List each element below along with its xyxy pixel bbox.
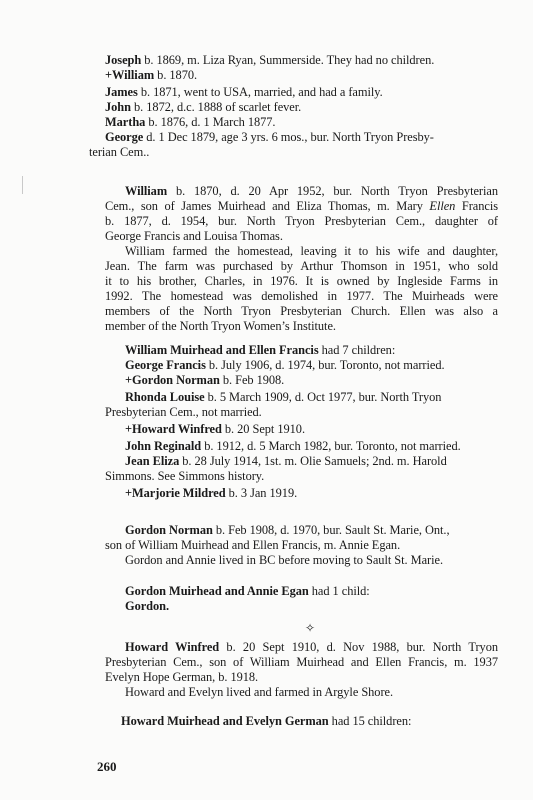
child-gordon-norman: +Gordon Norman b. Feb 1908. xyxy=(125,373,285,387)
section-divider-ornament: ✧ xyxy=(305,621,316,635)
gordon-annie-heading: Gordon Muirhead and Annie Egan had 1 child: xyxy=(125,584,370,598)
william-biography xyxy=(105,184,498,334)
william-farm-line-3: it to his brother, Charles, in 1976. It is owned by Ingleside Farms in xyxy=(105,274,498,288)
entry-george-cont: terian Cem.. xyxy=(89,145,150,159)
child-jean-eliza: Jean Eliza b. 28 July 1914, 1st. m. Olie Samuels; 2nd. m. Harold xyxy=(125,454,447,468)
william-farm-line-1: William farmed the homestead, leaving it to his wife and daughter, xyxy=(125,244,498,258)
gordon-bio-line-1: Gordon Norman b. Feb 1908, d. 1970, bur. Sault St. Marie, Ont., xyxy=(125,523,450,537)
child-rhonda-louise: Rhonda Louise b. 5 March 1909, d. Oct 1977, bur. North Tryon xyxy=(125,390,442,404)
entry-joseph: Joseph b. 1869, m. Liza Ryan, Summerside. They had no children. xyxy=(105,53,435,67)
howard-bio-line-4: Howard and Evelyn lived and farmed in Argyle Shore. xyxy=(125,685,394,699)
william-ellen-heading: William Muirhead and Ellen Francis had 7 children: xyxy=(125,343,396,357)
howard-bio-line-3: Evelyn Hope German, b. 1918. xyxy=(105,670,259,684)
entry-james: James b. 1871, went to USA, married, and had a family. xyxy=(105,85,383,99)
william-bio-line-2: Cem., son of James Muirhead and Eliza Thomas, m. Mary Ellen Francis xyxy=(105,199,498,213)
gordon-bio-line-3: Gordon and Annie lived in BC before moving to Sault St. Marie. xyxy=(125,553,443,567)
child-george-francis: George Francis b. July 1906, d. 1974, bur. Toronto, not married. xyxy=(125,358,445,372)
howard-bio-line-2: Presbyterian Cem., son of William Muirhead and Ellen Francis, m. 1937 xyxy=(105,655,498,669)
william-bio-line-4: George Francis and Louisa Thomas. xyxy=(105,229,283,243)
gordon-annie-child: Gordon. xyxy=(125,599,170,613)
entry-martha: Martha b. 1876, d. 1 March 1877. xyxy=(105,115,276,129)
child-jean-eliza-cont: Simmons. See Simmons history. xyxy=(105,469,265,483)
children-list-top xyxy=(89,53,498,160)
child-marjorie-mildred: +Marjorie Mildred b. 3 Jan 1919. xyxy=(125,486,298,500)
william-ellen-children xyxy=(105,343,498,501)
gordon-biography xyxy=(105,523,498,614)
william-farm-line-6: member of the North Tryon Women’s Institute. xyxy=(105,319,336,333)
william-farm-line-2: Jean. The farm was purchased by Arthur Thomson in 1951, who sold xyxy=(105,259,498,273)
entry-william: +William b. 1870. xyxy=(105,68,198,82)
william-bio-line-3: b. 1877, d. 1954, bur. North Tryon Presbyterian Cem., daughter of xyxy=(105,214,498,228)
child-howard-winfred: +Howard Winfred b. 20 Sept 1910. xyxy=(125,422,305,436)
margin-mark xyxy=(22,176,23,194)
entry-john: John b. 1872, d.c. 1888 of scarlet fever. xyxy=(105,100,302,114)
howard-bio-line-1: Howard Winfred b. 20 Sept 1910, d. Nov 1988, bur. North Tryon xyxy=(125,640,498,654)
howard-biography xyxy=(105,640,498,729)
page-number: 260 xyxy=(97,759,117,774)
gordon-bio-line-2: son of William Muirhead and Ellen Francis, m. Annie Egan. xyxy=(105,538,401,552)
child-rhonda-louise-cont: Presbyterian Cem., not married. xyxy=(105,405,262,419)
entry-george: George d. 1 Dec 1879, age 3 yrs. 6 mos., bur. North Tryon Presby- xyxy=(105,130,434,144)
william-farm-line-4: 1992. The homestead was demolished in 1977. The Muirheads were xyxy=(105,289,498,303)
william-farm-line-5: members of the North Tryon Presbyterian Church. Ellen was also a xyxy=(105,304,498,318)
william-bio-line-1: William b. 1870, d. 20 Apr 1952, bur. North Tryon Presbyterian xyxy=(125,184,498,198)
howard-evelyn-heading: Howard Muirhead and Evelyn German had 15 children: xyxy=(121,714,412,728)
child-john-reginald: John Reginald b. 1912, d. 5 March 1982, bur. Toronto, not married. xyxy=(125,439,461,453)
